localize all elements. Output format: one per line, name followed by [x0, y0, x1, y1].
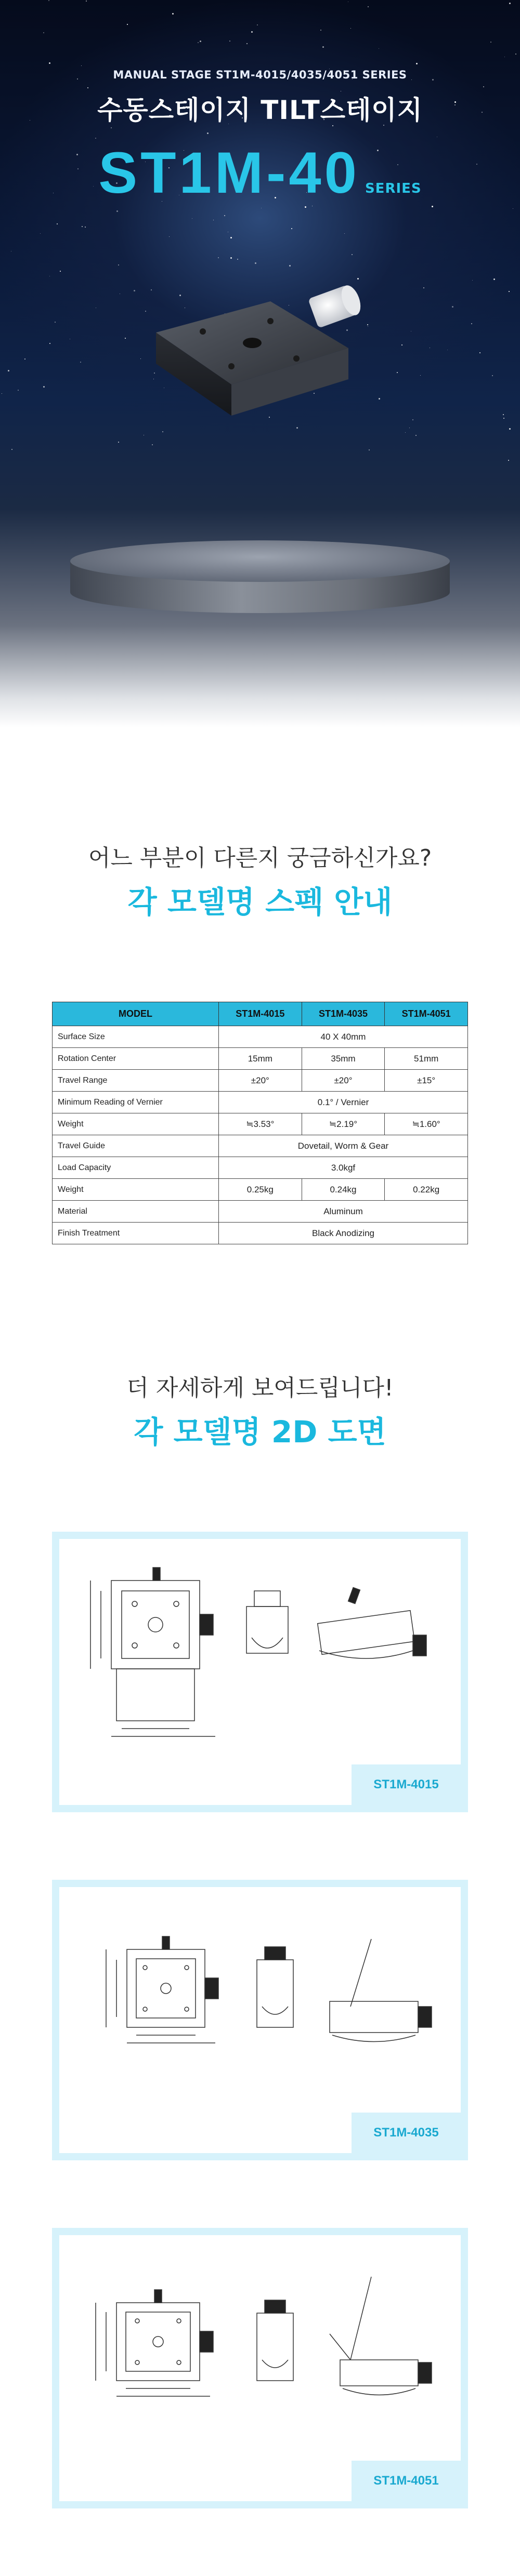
star [352, 254, 353, 255]
star [18, 390, 19, 391]
spec-cell-merged: Black Anodizing [219, 1223, 468, 1244]
spec-row [53, 1026, 468, 1048]
star [127, 24, 128, 25]
spec-row-label: Minimum Reading of Vernier [53, 1092, 219, 1113]
star [43, 386, 45, 388]
hero-banner [0, 0, 520, 727]
drawing-question: 더 자세하게 보여드립니다! [126, 1375, 394, 1401]
star [322, 46, 324, 48]
star [237, 259, 238, 260]
star [95, 138, 96, 139]
star [169, 236, 170, 237]
spec-row [53, 1048, 468, 1070]
star [503, 418, 504, 419]
star [118, 442, 119, 443]
star [416, 63, 418, 64]
star [218, 257, 219, 258]
spec-cell: 15mm [219, 1048, 302, 1070]
star [86, 1, 87, 2]
spec-row-label: Load Capacity [53, 1157, 219, 1179]
star [492, 375, 493, 376]
star [40, 233, 41, 234]
spec-question: 어느 부분이 다른지 궁금하신가요? [88, 845, 432, 871]
star [471, 323, 472, 324]
star [229, 41, 230, 42]
spec-cell: 51mm [385, 1048, 468, 1070]
star [509, 291, 510, 292]
spec-row-label: Surface Size [53, 1026, 219, 1048]
spec-cell: 0.24kg [302, 1179, 385, 1201]
spec-cell: 0.25kg [219, 1179, 302, 1201]
stage-product-image [140, 270, 380, 468]
star [401, 344, 402, 346]
star [350, 28, 351, 29]
star [305, 206, 306, 208]
drawing-label: ST1M-4051 [352, 2461, 461, 2501]
hero-model-name [0, 139, 520, 206]
star [8, 370, 9, 371]
star [224, 215, 225, 216]
spec-row-label: Finish Treatment [53, 1223, 219, 1244]
star [490, 42, 491, 43]
spec-cell-merged: Aluminum [219, 1201, 468, 1223]
star [87, 87, 88, 88]
spec-cell-merged: Dovetail, Worm & Gear [219, 1135, 468, 1157]
spec-table [52, 1002, 468, 1244]
drawing-card [52, 1880, 468, 2160]
drawing-card [52, 2228, 468, 2508]
spec-cell: ≒1.60° [385, 1113, 468, 1135]
spec-cell: 35mm [302, 1048, 385, 1070]
star [24, 358, 25, 360]
star [368, 6, 369, 7]
star [508, 460, 509, 461]
star [118, 264, 119, 265]
star [81, 65, 82, 66]
spec-row [53, 1223, 468, 1244]
spec-cell: 0.22kg [385, 1179, 468, 1201]
star [125, 338, 126, 339]
star [49, 343, 50, 344]
spec-cell-merged: 0.1° / Vernier [219, 1092, 468, 1113]
star [255, 262, 256, 264]
drawing-card [52, 1532, 468, 1812]
star [57, 223, 58, 224]
star [423, 287, 424, 288]
spec-row-label: Weight [53, 1113, 219, 1135]
header-4051: ST1M-4051 [385, 1002, 468, 1026]
star [509, 3, 511, 4]
star [172, 13, 174, 15]
star [49, 62, 50, 64]
star [48, 0, 49, 1]
star [452, 306, 453, 308]
star [483, 86, 484, 87]
spec-cell: ≒2.19° [302, 1113, 385, 1135]
spec-row [53, 1092, 468, 1113]
star [479, 352, 480, 353]
star [111, 127, 112, 128]
spec-cell-merged: 3.0kgf [219, 1157, 468, 1179]
star [55, 322, 56, 323]
spec-cell: ±15° [385, 1070, 468, 1092]
model-code: ST1M-40 [98, 140, 360, 205]
spec-row [53, 1157, 468, 1179]
spec-row-label: Travel Guide [53, 1135, 219, 1157]
star [116, 210, 118, 212]
header-model: MODEL [53, 1002, 219, 1026]
star [509, 428, 511, 430]
drawing-label: ST1M-4015 [352, 1764, 461, 1805]
hero-subtitle: MANUAL STAGE ST1M-4015/4035/4051 SERIES [113, 69, 407, 81]
star [493, 278, 495, 280]
drawing-section-header [0, 1369, 520, 1451]
spec-row-label: Weight [53, 1179, 219, 1201]
spec-cell-merged: 40 X 40mm [219, 1026, 468, 1048]
star [412, 419, 413, 420]
star [60, 271, 61, 272]
spec-row [53, 1070, 468, 1092]
star [200, 41, 201, 42]
star [198, 42, 199, 43]
star [289, 265, 291, 267]
spec-row-label: Travel Range [53, 1070, 219, 1092]
spec-row-label: Material [53, 1201, 219, 1223]
star [291, 228, 292, 229]
spec-section-header [0, 839, 520, 921]
spec-cell: ≒3.53° [219, 1113, 302, 1135]
star [82, 226, 83, 227]
spec-cell: ±20° [302, 1070, 385, 1092]
spec-row-label: Rotation Center [53, 1048, 219, 1070]
star [257, 24, 258, 25]
star [11, 449, 12, 450]
hero-title: 수동스테이지 TILT스테이지 [97, 95, 423, 125]
series-label: SERIES [365, 181, 422, 196]
header-4015: ST1M-4015 [219, 1002, 302, 1026]
star [397, 372, 398, 373]
star [251, 31, 253, 33]
star [503, 414, 504, 415]
star [43, 32, 44, 33]
star [472, 280, 473, 281]
spec-heading: 각 모델명 스펙 안내 [127, 884, 393, 920]
star [344, 233, 345, 234]
spec-row [53, 1179, 468, 1201]
star [80, 362, 81, 363]
star [85, 227, 86, 228]
drawing-heading: 각 모델명 2D 도면 [134, 1414, 386, 1450]
star [320, 30, 321, 31]
star [415, 435, 417, 436]
star [230, 237, 232, 238]
star [420, 375, 421, 376]
spec-row [53, 1201, 468, 1223]
spec-cell: ±20° [219, 1070, 302, 1092]
star [246, 43, 248, 44]
spec-row [53, 1113, 468, 1135]
star [230, 257, 232, 259]
page-bottom-spacer [0, 2508, 520, 2576]
spec-header-row [53, 1002, 468, 1026]
star [134, 290, 135, 291]
spec-row [53, 1135, 468, 1157]
header-4035: ST1M-4035 [302, 1002, 385, 1026]
star [515, 54, 516, 55]
star [405, 432, 406, 433]
star [207, 132, 209, 134]
pedestal-top [70, 540, 450, 582]
drawing-label: ST1M-4035 [352, 2113, 461, 2153]
